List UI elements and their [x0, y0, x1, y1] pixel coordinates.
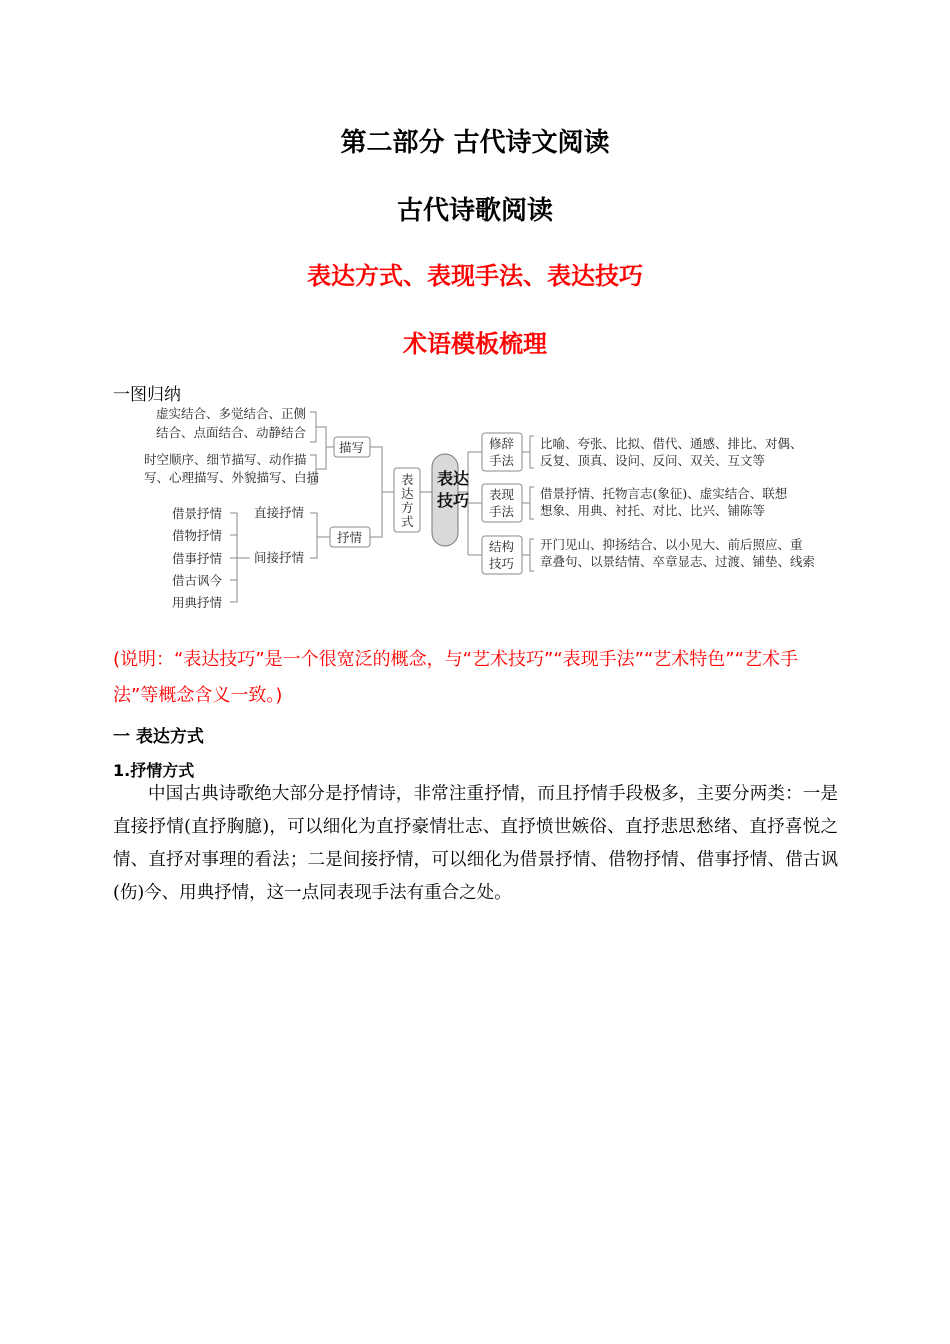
rhetoric-label-1: 修辞 — [489, 436, 515, 451]
center-char-1: 表达 — [437, 469, 470, 488]
diagram-heading: 一图归纳 — [113, 385, 181, 405]
subtopic-title: 术语模板梳理 — [403, 330, 547, 358]
miaoxie-item-1-line-1: 虚实结合、多觉结合、正侧 — [156, 406, 307, 421]
express-mode-char-2: 达 — [401, 486, 414, 501]
indirect-item-3: 借事抒情 — [172, 551, 223, 566]
miaoxie-label: 描写 — [339, 440, 365, 455]
body-paragraph: 中国古典诗歌绝大部分是抒情诗，非常注重抒情，而且抒情手段极多，主要分两类：一是直接抒情(直抒胸臆)，可以细化为直抒豪情壮志、直抒愤世嫉俗、直抒悲思愁绪、直抒喜悦之情、直抒对事理的看法；二是间接抒情，可以细化为借景抒情、借物抒情、借事抒情、借古讽(伤)今、用典抒情，这一点同表现手法有重合之处。 — [113, 784, 838, 903]
part-title: 第二部分 古代诗文阅读 — [340, 128, 610, 158]
concept-diagram — [130, 400, 850, 620]
express-mode-char-4: 式 — [401, 514, 414, 529]
rhetoric-items-line-1: 比喻、夸张、比拟、借代、通感、排比、对偶、 — [540, 436, 803, 451]
structure-items-line-2: 章叠句、以景结情、卒章显志、过渡、铺垫、线索 — [540, 554, 816, 569]
structure-label-2: 技巧 — [489, 556, 515, 571]
miaoxie-item-1-line-2: 结合、点面结合、动静结合 — [156, 425, 307, 440]
subsection-heading: 1.抒情方式 — [113, 761, 195, 780]
structure-label-1: 结构 — [489, 539, 515, 554]
section-heading: 一 表达方式 — [113, 727, 204, 747]
direct-lyric-label: 直接抒情 — [254, 505, 305, 520]
indirect-item-5: 用典抒情 — [172, 595, 223, 610]
indirect-item-2: 借物抒情 — [172, 528, 223, 543]
indirect-item-4: 借古讽今 — [172, 573, 223, 588]
center-char-2: 技巧 — [437, 491, 470, 510]
shuqing-label: 抒情 — [337, 530, 363, 545]
topic-title: 表达方式、表现手法、表达技巧 — [307, 262, 643, 290]
miaoxie-item-2-line-1: 时空顺序、细节描写、动作描 — [144, 452, 307, 467]
rhetoric-items-line-2: 反复、顶真、设问、反问、双关、互文等 — [540, 453, 766, 468]
explanation-note: (说明：“表达技巧”是一个很宽泛的概念，与“艺术技巧”“表现手法”“艺术特色”“艺术手法”等概念含义一致。) — [113, 649, 798, 706]
chapter-title: 古代诗歌阅读 — [396, 196, 553, 226]
indirect-item-1: 借景抒情 — [172, 506, 223, 521]
expression-technique-label-1: 表现 — [489, 487, 515, 502]
expression-items-line-1: 借景抒情、托物言志(象征)、虚实结合、联想 — [540, 486, 788, 501]
express-mode-char-3: 方 — [401, 500, 414, 515]
expression-technique-label-2: 手法 — [489, 504, 515, 519]
rhetoric-label-2: 手法 — [489, 453, 515, 468]
indirect-lyric-label: 间接抒情 — [254, 550, 305, 565]
express-mode-char-1: 表 — [401, 472, 414, 487]
expression-items-line-2: 想象、用典、衬托、对比、比兴、铺陈等 — [540, 503, 766, 518]
miaoxie-item-2-line-2: 写、心理描写、外貌描写、白描 — [144, 470, 320, 485]
structure-items-line-1: 开门见山、抑扬结合、以小见大、前后照应、重 — [540, 537, 803, 552]
